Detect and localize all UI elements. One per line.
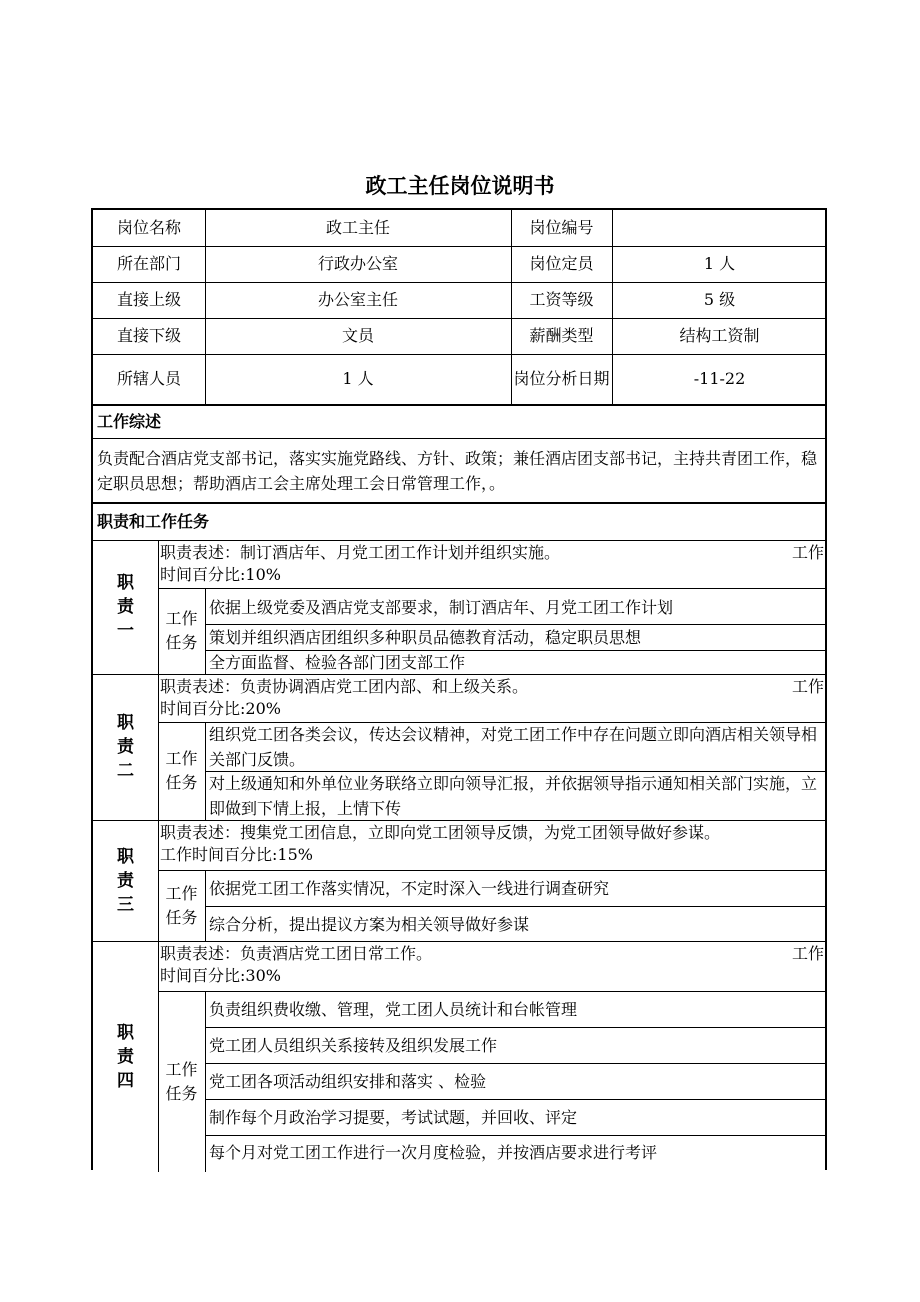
duty-4-task-4: 制作每个月政治学习提要，考试试题，并回收、评定 bbox=[209, 1108, 578, 1127]
duty-4-task-5: 每个月对党工团工作进行一次月度检验，并按酒店要求进行考评 bbox=[209, 1143, 658, 1162]
duty-3-task-1: 依据党工团工作落实情况，不定时深入一线进行调查研究 bbox=[209, 879, 610, 898]
duty-4-task-2: 党工团人员组织关系接转及组织发展工作 bbox=[209, 1036, 498, 1055]
duty-2-task-label: 工作任务 bbox=[165, 749, 198, 792]
value-position-code bbox=[612, 210, 827, 246]
value-pay-type: 结构工资制 bbox=[679, 326, 760, 345]
value-analysis-date: -11-22 bbox=[693, 369, 746, 388]
duty-3-label: 职 责 三 bbox=[117, 846, 134, 915]
duty-3-task-label: 工作任务 bbox=[165, 883, 198, 927]
duty-2-task-1: 组织党工团各类会议，传达会议精神，对党工团工作中存在问题立即向酒店相关领导相关部门反馈。 bbox=[209, 725, 818, 769]
duty-1-task-2: 策划并组织酒店团组织多种职员品德教育活动，稳定职员思想 bbox=[209, 628, 642, 647]
duty-2-label: 职 责 二 bbox=[117, 713, 134, 781]
label-analysis-date: 岗位分析日期 bbox=[513, 369, 610, 388]
label-pay-type: 薪酬类型 bbox=[529, 326, 594, 345]
value-position-name: 政工主任 bbox=[325, 218, 390, 237]
label-direct-subordinate: 直接下级 bbox=[116, 326, 181, 345]
page-title: 政工主任岗位说明书 bbox=[365, 174, 555, 198]
label-staff-managed: 所辖人员 bbox=[116, 369, 181, 388]
duty-1-task-1: 依据上级党委及酒店党支部要求，制订酒店年、月党工团工作计划 bbox=[209, 598, 674, 617]
summary-heading: 工作综述 bbox=[97, 412, 162, 431]
duty-3-time-percentage: 工作时间百分比:15% bbox=[160, 845, 313, 864]
value-direct-subordinate: 文员 bbox=[341, 326, 374, 345]
duties-heading: 职责和工作任务 bbox=[97, 512, 210, 531]
label-salary-grade: 工资等级 bbox=[529, 290, 594, 309]
duty-2-task-2: 对上级通知和外单位业务联络立即向领导汇报，并依据领导指示通知相关部门实施，立即做到下情上报，上情下传 bbox=[209, 774, 818, 818]
value-direct-superior: 办公室主任 bbox=[317, 290, 398, 309]
label-position-code: 岗位编号 bbox=[529, 218, 594, 237]
duty-3-description: 职责表述：搜集党工团信息，立即向党工团领导反馈，为党工团领导做好参谋。 工作时间百分比:15% bbox=[160, 822, 826, 866]
duty-4-task-label: 工作任务 bbox=[165, 1059, 198, 1103]
duty-4-task-1: 负责组织费收缴、管理，党工团人员统计和台帐管理 bbox=[209, 1000, 578, 1019]
label-headcount: 岗位定员 bbox=[529, 254, 594, 273]
value-headcount: 1 人 bbox=[703, 254, 736, 273]
label-direct-superior: 直接上级 bbox=[116, 290, 181, 309]
label-department: 所在部门 bbox=[116, 254, 181, 273]
duty-4-task-3: 党工团各项活动组织安排和落实 、检验 bbox=[209, 1072, 487, 1091]
duty-4-label: 职 责 四 bbox=[117, 1022, 134, 1091]
value-department: 行政办公室 bbox=[317, 254, 398, 273]
value-salary-grade: 5 级 bbox=[703, 290, 736, 309]
duty-1-time-percentage: 时间百分比:10% bbox=[160, 565, 281, 584]
duty-3-task-2: 综合分析，提出提议方案为相关领导做好参谋 bbox=[209, 915, 530, 934]
duty-2-time-percentage: 时间百分比:20% bbox=[160, 699, 281, 718]
duty-2-description: 职责表述：负责协调酒店党工团内部、和上级关系。 工作 时间百分比:20% bbox=[160, 677, 824, 718]
label-position-name: 岗位名称 bbox=[116, 218, 181, 237]
duty-4-description: 职责表述：负责酒店党工团日常工作。 工作 时间百分比:30% bbox=[160, 944, 824, 985]
summary-text: 负责配合酒店党支部书记，落实实施党路线、方针、政策；兼任酒店团支部书记，主持共青团工作，稳定职员思想；帮助酒店工会主席处理工会日常管理工作，。 bbox=[97, 449, 818, 493]
job-description-table bbox=[91, 208, 827, 1170]
duty-4-time-percentage: 时间百分比:30% bbox=[160, 966, 281, 985]
value-staff-managed: 1 人 bbox=[342, 369, 374, 388]
duty-1-description: 职责表述：制订酒店年、月党工团工作计划并组织实施。 工作 时间百分比:10% bbox=[160, 543, 824, 584]
duty-1-label: 职 责 一 bbox=[117, 573, 134, 641]
duty-1-task-3: 全方面监督、检验各部门团支部工作 bbox=[209, 653, 466, 672]
duty-1-task-label: 工作任务 bbox=[165, 609, 198, 652]
